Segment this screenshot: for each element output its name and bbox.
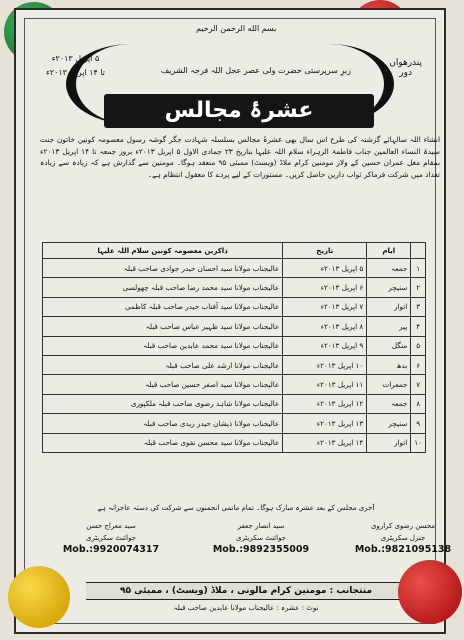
row-date: ۱۴ اپریل ۲۰۱۳ء <box>283 433 367 452</box>
row-speaker: عالیجناب مولانا سید احسان حیدر جوادی صاحب قبلہ <box>43 259 283 278</box>
row-speaker: عالیجناب مولانا ارشد علی صاحب قبلہ <box>43 355 283 374</box>
row-date: ۹ اپریل ۲۰۱۳ء <box>283 336 367 355</box>
patronage-line: زیرِ سرپرستی حضرت ولی عصر عجل اللہ فرجہ الشریف <box>161 66 351 75</box>
table-row <box>43 433 426 452</box>
signatory-mobile: Mob.:9892355009 <box>212 544 310 555</box>
table-row <box>43 336 426 355</box>
table-row <box>43 394 426 413</box>
schedule-table <box>42 242 426 453</box>
row-date: ۸ اپریل ۲۰۱۳ء <box>283 317 367 336</box>
row-day: منگل <box>367 336 411 355</box>
title-banner: عشرۂ مجالس <box>104 94 374 128</box>
row-speaker: عالیجناب مولانا سید اصغر حسین صاحب قبلہ <box>43 375 283 394</box>
intro-paragraph: انشاء اللہ سالہائے گزشتہ کی طرح اس سال بھی عشرۂ مجالس بسلسلہ شہادت جگر گوشہ رسول معصومہ کونین خاتون جنت سیدۃ النساء العالمین جناب فاطمۃ الزہراء سلام اللہ علیہا بتاریخ ۲۳ جمادی الاول ۵ اپریل ۲۰۱۳ء بروز جمعہ تا ۱۴ اپریل ۲۰۱۳ء بمقام مغل عمران حسین کے ولاز مومنین کرام ملاڈ (ویسٹ) ممبئی ۹۵ منعقد ہوگا۔ مومنین سے گذارش ہے کہ زیادہ سے زیادہ تعداد میں شرکت فرماکر ثواب دارین حاصل کریں۔ مستورات کے لیے پردے کا معقول انتظام ہے۔ <box>40 135 440 179</box>
signatory-general-secretary <box>348 520 458 556</box>
row-number: ۶ <box>411 355 426 374</box>
row-date: ۱۱ اپریل ۲۰۱۳ء <box>283 375 367 394</box>
row-number: ۸ <box>411 394 426 413</box>
yellow-pin <box>8 566 70 628</box>
organizer-banner: منتجانب : مومنین کرام مالونی ، ملاڈ (ویسٹ) ، ممبئی ۹۵ <box>86 582 406 600</box>
row-date: ۷ اپریل ۲۰۱۳ء <box>283 297 367 316</box>
row-number: ۴ <box>411 317 426 336</box>
row-date: ۱۰ اپریل ۲۰۱۳ء <box>283 355 367 374</box>
signatory-mobile: Mob.:9821095138 <box>354 544 452 555</box>
row-number: ۵ <box>411 336 426 355</box>
closing-note: آخری مجلس کے بعد عشرہ مبارک ہوگا۔ تمام ماتمی انجمنوں سے شرکت کی دستہ عاجزانہ ہے <box>97 504 375 512</box>
poster-paper <box>14 8 452 634</box>
row-day: جمعرات <box>367 375 411 394</box>
row-date: ۱۲ اپریل ۲۰۱۳ء <box>283 394 367 413</box>
row-speaker: عالیجناب مولانا سید ظہیر عباس صاحب قبلہ <box>43 317 283 336</box>
row-day: پیر <box>367 317 411 336</box>
row-speaker: عالیجناب مولانا سید محمد رضا صاحب قبلہ چھولسی <box>43 278 283 297</box>
signatory-role: جوائنٹ سکریٹری <box>85 534 137 542</box>
row-speaker: عالیجناب مولانا سید محمد عابدین صاحب قبلہ <box>43 336 283 355</box>
row-day: اتوار <box>367 433 411 452</box>
signatory-joint-secretary-2 <box>56 520 166 556</box>
edition-number: پندرھواں <box>389 58 422 68</box>
row-number: ۹ <box>411 414 426 433</box>
row-day: اتوار <box>367 297 411 316</box>
table-row <box>43 375 426 394</box>
row-date: ۵ اپریل ۲۰۱۳ء <box>283 259 367 278</box>
row-number: ۱۰ <box>411 433 426 452</box>
row-speaker: عالیجناب مولانا شاہد رضوی صاحب قبلہ ملکپوری <box>43 394 283 413</box>
start-date: ۵ اپریل ۲۰۱۳ء <box>51 54 100 63</box>
row-day: جمعہ <box>367 394 411 413</box>
row-number: ۱ <box>411 259 426 278</box>
footer-note: نوٹ : عشرہ : عالیجناب مولانا عابدین صاحب قبلہ <box>173 604 319 612</box>
table-row <box>43 278 426 297</box>
edition-label: دور <box>399 68 412 78</box>
red-pin-bottom <box>398 560 462 624</box>
edition-block <box>389 58 422 78</box>
signatory-name: سید معراج حسن <box>86 522 136 530</box>
signatory-name: سید انصار جعفر <box>237 522 285 530</box>
table-row <box>43 414 426 433</box>
table-header-row <box>43 243 426 259</box>
row-number: ۷ <box>411 375 426 394</box>
signatory-role: جوائنٹ سکریٹری <box>235 534 287 542</box>
num-header <box>411 243 426 259</box>
signatory-name: محسن رضوی کراروی <box>370 522 436 530</box>
bismillah: بسم الله الرحمن الرحیم <box>196 24 277 33</box>
row-day: بدھ <box>367 355 411 374</box>
row-speaker: عالیجناب مولانا ذیشان حیدر زیدی صاحب قبلہ <box>43 414 283 433</box>
day-header: ایام <box>367 243 411 259</box>
row-speaker: عالیجناب مولانا سید محسن نقوی صاحب قبلہ <box>43 433 283 452</box>
speaker-header: ذاکرین معصومہ کونین سلام اللہ علیہا <box>43 243 283 259</box>
row-day: سنیچر <box>367 414 411 433</box>
signatory-joint-secretary-1 <box>206 520 316 556</box>
end-date: تا ۱۴ اپریل ۲۰۱۳ء <box>46 68 105 77</box>
dates-block <box>46 52 105 80</box>
table-row <box>43 297 426 316</box>
table-row <box>43 259 426 278</box>
row-speaker: عالیجناب مولانا سید آفتاب حیدر صاحب قبلہ کاظمی <box>43 297 283 316</box>
row-date: ۱۳ اپریل ۲۰۱۳ء <box>283 414 367 433</box>
row-day: جمعہ <box>367 259 411 278</box>
signatory-role: جنرل سکریٹری <box>380 534 426 542</box>
row-date: ۶ اپریل ۲۰۱۳ء <box>283 278 367 297</box>
signatory-mobile: Mob.:9920074317 <box>62 544 160 555</box>
row-day: سنیچر <box>367 278 411 297</box>
table-row <box>43 317 426 336</box>
row-number: ۳ <box>411 297 426 316</box>
date-header: تاریخ <box>283 243 367 259</box>
row-number: ۲ <box>411 278 426 297</box>
table-row <box>43 355 426 374</box>
